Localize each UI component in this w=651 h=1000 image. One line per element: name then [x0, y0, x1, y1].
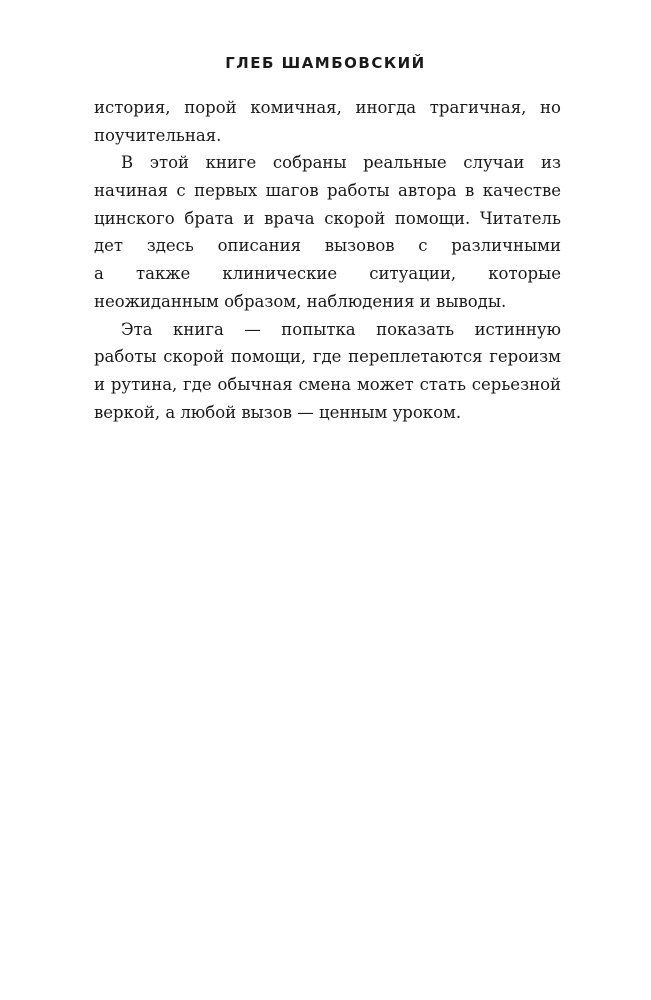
text-line: поучительная. [94, 125, 222, 145]
text-line: В этой книге собраны реальные случаи из [121, 153, 561, 173]
running-head: ГЛЕБ ШАМБОВСКИЙ [225, 54, 426, 72]
text-line: Эта книга — попытка показать истинную [121, 319, 561, 339]
text-line: а также клинические ситуации, которые [94, 264, 561, 284]
text-line: история, порой комичная, иногда трагичная, но [94, 98, 561, 117]
text-line: неожиданным образом, наблюдения и выводы. [94, 291, 507, 311]
text-line: цинского брата и врача скорой помощи. Читатель [94, 208, 561, 228]
text-line: начиная с первых шагов работы автора в качестве [94, 181, 561, 201]
text-line: и рутина, где обычная смена может стать серьезной [94, 374, 561, 394]
paragraph-1 [94, 94, 561, 149]
paragraph-2 [94, 149, 561, 315]
body-text [94, 94, 561, 426]
text-line: веркой, а любой вызов — ценным уроком. [94, 402, 462, 422]
text-line: работы скорой помощи, где переплетаются героизм [94, 347, 561, 367]
text-line: дет здесь описания вызовов с различными [94, 236, 561, 256]
paragraph-3 [94, 316, 561, 427]
